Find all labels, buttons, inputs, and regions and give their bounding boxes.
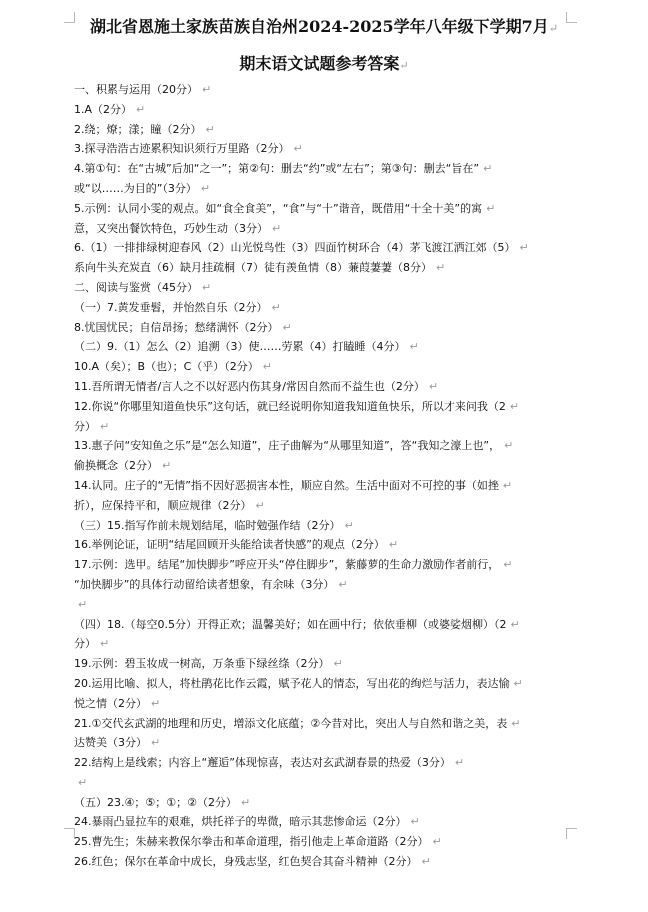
text-line (74, 258, 574, 278)
text-line-content: 13.惠子问“安知鱼之乐”是“怎么知道”，庄子曲解为“从哪里知道”，答“我知之濠上也”， (74, 439, 501, 453)
text-line (74, 496, 574, 516)
text-line-content: 19.示例：碧玉妆成一树高，万条垂下绿丝绦（2分） (74, 657, 330, 671)
text-line (74, 516, 574, 536)
text-line-content: 5.示例：认同小雯的观点。如“食全食美”，“食”与“十”谐音，既借用“十全十美”的寓 (74, 201, 483, 215)
text-line-content: （五）23.④；⑤；①；②（2分） (74, 795, 237, 809)
paragraph-mark-icon: ↵ (502, 478, 513, 492)
text-line-content: 25.曹先生；朱赫来教保尔拳击和革命道理，指引他走上革命道路（2分） (74, 835, 429, 849)
document-title-line-2: 期末语文试题参考答案↵ (239, 54, 409, 73)
text-line (74, 318, 574, 338)
text-line-content: 系向牛头充炭直（6）缺月挂疏桐（7）徒有羡鱼情（8）蒹葭萋萋（8分） (74, 261, 432, 275)
text-line-content: 一、积累与运用（20分） (74, 83, 198, 96)
text-line-content: 二、阅读与鉴赏（45分） (74, 280, 198, 294)
text-line (74, 535, 574, 555)
text-line-content: 分） (74, 637, 96, 651)
text-line (74, 674, 574, 694)
text-line-content: 折），应保持平和，顺应规律（2分） (74, 498, 252, 512)
text-line (74, 199, 574, 219)
text-line (74, 100, 574, 120)
text-line (74, 694, 574, 714)
paragraph-mark-icon: ↵ (333, 657, 343, 671)
text-line (74, 634, 574, 654)
paragraph-mark-icon: ↵ (428, 379, 439, 393)
text-line (74, 654, 574, 674)
text-line (74, 773, 574, 793)
text-line-content: （四）18.（每空0.5分）开得正欢；温馨美好；如在画中行；依依垂柳（或婆娑烟柳）（2 (74, 617, 507, 631)
text-line-content: 达赞美（3分） (74, 736, 147, 750)
paragraph-mark-icon: ↵ (454, 756, 465, 770)
document-title-line-1: 湖北省恩施土家族苗族自治州2024-2025学年八年级下学期7月↵ (89, 17, 559, 36)
text-line (74, 812, 574, 832)
text-line-content: 意，又突出餐饮特色，巧妙生动（3分） (74, 221, 268, 235)
text-line (74, 555, 574, 575)
text-line-content: 16.举例论证，证明“结尾回顾开头能给读者快感”的观点（2分） (74, 538, 385, 552)
text-line (74, 357, 574, 377)
paragraph-mark-icon: ↵ (509, 399, 520, 413)
paragraph-mark-icon: ↵ (205, 122, 215, 136)
paragraph-mark-icon: ↵ (282, 320, 292, 334)
paragraph-mark-icon: ↵ (200, 181, 211, 195)
text-line (74, 159, 574, 179)
paragraph-mark-icon: ↵ (432, 835, 442, 849)
text-line-content: （三）15.指写作前未规划结尾，临时勉强作结（2分） (74, 518, 341, 532)
text-line-content: 1.A（2分） (74, 102, 133, 116)
text-line (74, 238, 574, 258)
text-line (74, 575, 574, 595)
text-line (74, 377, 574, 397)
paragraph-mark-icon: ↵ (151, 736, 161, 750)
paragraph-mark-icon: ↵ (255, 498, 265, 512)
text-line-content: 悦之情（2分） (74, 696, 147, 710)
text-line-content: 或“以……为目的”（3分） (74, 181, 197, 195)
paragraph-mark-icon: ↵ (510, 617, 520, 631)
answer-text-body (74, 80, 574, 872)
text-line (74, 753, 574, 773)
paragraph-mark-icon: ↵ (513, 676, 523, 690)
paragraph-mark-icon: ↵ (293, 142, 303, 156)
paragraph-mark-icon: ↵ (262, 360, 272, 374)
text-line-content: 17.示例：选甲。结尾“加快脚步”呼应开头“停住脚步”，紫藤萝的生命力激励作者前行， (74, 558, 500, 572)
text-line-content: 21.①交代玄武湖的地理和历史，增添文化底蕴；②今昔对比，突出人与自然和谐之美，表 (74, 716, 508, 730)
text-line (74, 219, 574, 239)
paragraph-mark-icon: ↵ (409, 340, 419, 354)
text-line-content: 3.探寻浩浩古迹累积知识须行万里路（2分） (74, 142, 290, 156)
text-line (74, 179, 574, 199)
text-line (74, 80, 574, 100)
paragraph-mark-icon: ↵ (136, 102, 146, 116)
paragraph-mark-icon: ↵ (78, 597, 88, 611)
paragraph-mark-icon: ↵ (151, 696, 161, 710)
paragraph-mark-icon: ↵ (78, 775, 88, 789)
text-line (74, 714, 574, 734)
paragraph-mark-icon: ↵ (504, 439, 514, 453)
paragraph-mark-icon: ↵ (100, 637, 110, 651)
text-line (74, 417, 574, 437)
paragraph-mark-icon: ↵ (503, 558, 513, 572)
text-line-content: 6.（1）一排排绿树迎春风（2）山光悦鸟性（3）四面竹树环合（4）茅飞渡江洒江郊（5） (74, 241, 516, 255)
text-line-content: 偷换概念（2分） (74, 459, 158, 473)
text-line-content: 20.运用比喻、拟人，将杜鹃花比作云霞，赋予花人的情态，写出花的绚烂与活力，表达愉 (74, 676, 510, 690)
paragraph-mark-icon: ↵ (100, 419, 110, 433)
text-line (74, 337, 574, 357)
text-line-content: 12.你说“你哪里知道鱼快乐”这句话，就已经说明你知道我知道鱼快乐，所以才来问我（2 (74, 399, 506, 413)
text-line (74, 397, 574, 417)
text-line-content: “加快脚步”的具体行动留给读者想象，有余味（3分） (74, 577, 335, 591)
text-line (74, 733, 574, 753)
paragraph-mark-icon: ↵ (344, 518, 354, 532)
paragraph-mark-icon: ↵ (511, 716, 521, 730)
paragraph-mark-icon: ↵ (202, 280, 212, 294)
text-line (74, 476, 574, 496)
paragraph-mark-icon: ↵ (271, 300, 281, 314)
text-line-content: （一）7.黄发垂髫，并怡然自乐（2分） (74, 300, 268, 314)
paragraph-mark-icon: ↵ (338, 577, 348, 591)
text-line-content: 22.结构上是线索；内容上“邂逅”体现惊喜，表达对玄武湖春景的热爱（3分） (74, 756, 451, 770)
text-line (74, 595, 574, 615)
paragraph-mark-icon: ↵ (162, 459, 172, 473)
paragraph-mark-icon: ↵ (410, 815, 420, 829)
text-line (74, 793, 574, 813)
text-line (74, 120, 574, 140)
text-line-content: 4.第①句：在“古城”后加“之一”；第②句：删去“约”或“左右”；第③句：删去“旨在” (74, 162, 480, 176)
text-line (74, 139, 574, 159)
text-line-content: 11.吾所谓无情者/言人之不以好恶内伤其身/常因自然而不益生也（2分） (74, 379, 425, 393)
text-line-content: 14.认同。庄子的“无情”指不因好恶损害本性，顺应自然。生活中面对不可控的事（如挫 (74, 478, 499, 492)
text-line (74, 298, 574, 318)
text-line (74, 436, 574, 456)
text-line (74, 852, 574, 872)
text-line (74, 832, 574, 852)
text-line (74, 278, 574, 298)
text-line-content: 24.暴雨凸显拉车的艰难，烘托祥子的卑微，暗示其悲惨命运（2分） (74, 815, 407, 829)
paragraph-mark-icon: ↵ (436, 261, 446, 275)
paragraph-mark-icon: ↵ (483, 162, 493, 176)
paragraph-mark-icon: ↵ (421, 855, 431, 869)
text-line-content: 2.绕；燎；漾；瞳（2分） (74, 122, 202, 136)
text-line (74, 456, 574, 476)
paragraph-mark-icon: ↵ (272, 221, 282, 235)
text-line-content: 8.忧国忧民；自信昂扬；愁绪满怀（2分） (74, 320, 279, 334)
text-line-content: 10.A（矣）；B（也）；C（乎）（2分） (74, 360, 259, 374)
text-line-content: 26.红色；保尔在革命中成长，身残志坚，红色契合其奋斗精神（2分） (74, 855, 418, 869)
text-line (74, 615, 574, 635)
text-line-content: 分） (74, 419, 96, 433)
paragraph-mark-icon: ↵ (202, 83, 212, 96)
text-line-content: （二）9.（1）怎么（2）追溯（3）使……劳累（4）打瞌睡（4分） (74, 340, 406, 354)
paragraph-mark-icon: ↵ (240, 795, 251, 809)
paragraph-mark-icon: ↵ (519, 241, 529, 255)
paragraph-mark-icon: ↵ (486, 201, 496, 215)
paragraph-mark-icon: ↵ (388, 538, 399, 552)
